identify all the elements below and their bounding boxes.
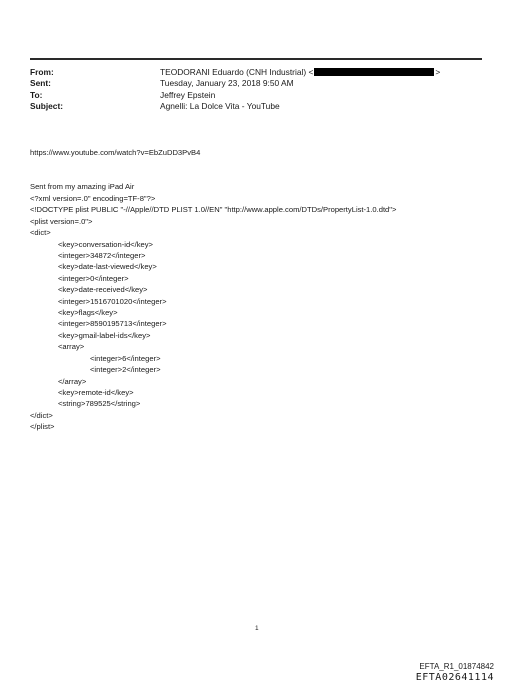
xml-line: <key>date-received</key> [58,285,148,295]
from-value [160,67,440,78]
xml-line: <integer>1516701020</integer> [58,296,167,306]
xml-line: <dict> [30,228,51,238]
signature-line: Sent from my amazing iPad Air [30,182,135,191]
from-suffix: > [435,67,441,77]
xml-line: <integer>8590195713</integer> [58,319,167,329]
xml-line: <array> [58,342,85,352]
xml-line: <key>gmail-label-ids</key> [58,330,151,340]
xml-line: </dict> [30,410,53,420]
xml-line: <key>remote-id</key> [58,387,134,397]
xml-line: <key>date-last-viewed</key> [58,262,157,272]
from-name: TEODORANI Eduardo (CNH Industrial) < [160,67,314,77]
xml-line: <integer>34872</integer> [58,251,146,261]
redaction-box [314,68,434,76]
xml-line: <!DOCTYPE plist PUBLIC "-//Apple//DTD PLIST 1.0//EN" "http://www.apple.com/DTDs/PropertyList-1.0.dtd"> [30,205,397,215]
from-label: From: [30,67,54,77]
xml-line: <integer>2</integer> [90,365,161,375]
xml-line: </plist> [30,422,55,432]
subject-value: Agnelli: La Dolce Vita - YouTube [160,101,280,112]
bates-number-1: EFTA_R1_01874842 [419,662,494,671]
from-row [30,67,440,78]
to-label: To: [30,89,43,100]
xml-line: <string>789525</string> [58,399,141,409]
header-rule [30,58,482,60]
xml-line: <key>conversation-id</key> [58,239,153,249]
xml-line: </array> [58,376,87,386]
page-number: 1 [255,625,259,632]
subject-row [30,101,440,112]
to-value: Jeffrey Epstein [160,89,216,100]
sent-label: Sent: [30,78,51,89]
plist-xml-block [30,193,396,433]
sent-row [30,78,440,89]
youtube-link[interactable]: https://www.youtube.com/watch?v=EbZuDD3PvB4 [30,148,201,157]
xml-line: <integer>0</integer> [58,273,129,283]
xml-line: <?xml version=.0" encoding=TF-8"?> [30,194,156,203]
sent-value: Tuesday, January 23, 2018 9:50 AM [160,78,294,89]
xml-line: <key>flags</key> [58,308,118,318]
to-row [30,90,440,101]
email-header [30,67,440,113]
bates-number-2: EFTA02641114 [415,672,494,683]
subject-label: Subject: [30,101,64,112]
xml-line: <plist version=.0"> [30,216,93,226]
xml-line: <integer>6</integer> [90,353,161,363]
